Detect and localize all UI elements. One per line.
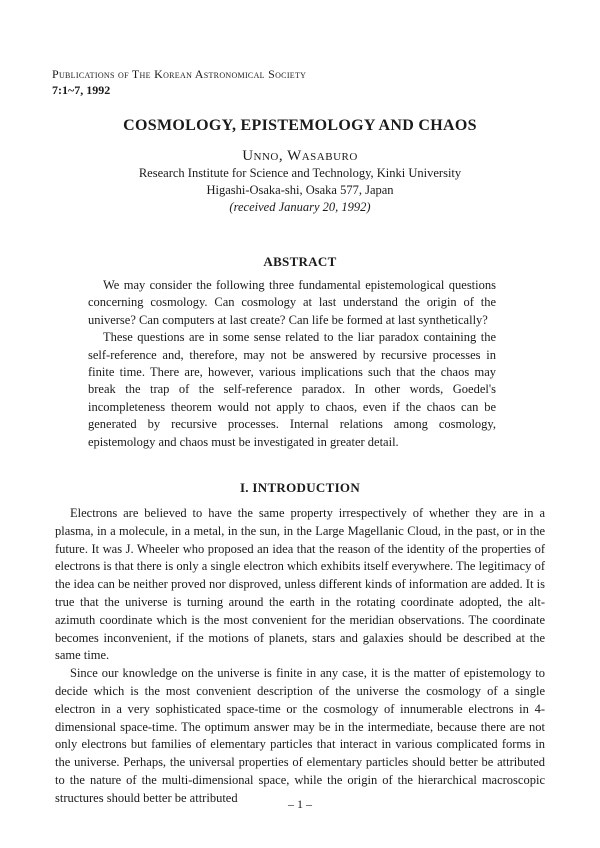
affiliation — [0, 165, 600, 216]
journal-citation: 7:1~7, 1992 — [52, 83, 111, 97]
abstract-paragraph: These questions are in some sense related to the liar paradox containing the self-reference and, therefore, may not be answered by recursive processes in finite time. There are, however, various implications such that the chaos may break the trap of the self-reference paradox. In other words, Goedel's incompleteness theorem would not apply to chaos, even if the chaos can be generated by recursive processes. Internal relations among cosmology, epistemology and chaos must be investigated in greater detail. — [88, 330, 496, 449]
introduction-paragraph: Since our knowledge on the universe is finite in any case, it is the matter of epistemology to decide which is the most convenient description of the universe the cosmology of a single electron in a very sophisticated space-time or the cosmology of innumerable electrons in 4-dimensional space-time. The optimum answer may be in the intermediate, because there are not only electrons but families of elementary particles that interact in various complicated forms in the universe. Perhaps, the universal properties of elementary particles should better be attributed to the nature of the multi-dimensional space, while the origin of the hierarchical macroscopic structures should better be attributed — [55, 666, 545, 805]
journal-header — [52, 66, 306, 98]
page-number: – 1 – — [288, 797, 312, 811]
affiliation-institute: Research Institute for Science and Technology, Kinki University — [138, 166, 462, 180]
paper-title: COSMOLOGY, EPISTEMOLOGY AND CHAOS — [123, 117, 477, 134]
introduction-paragraph: Electrons are believed to have the same property irrespectively of whether they are in a plasma, in a molecule, in a metal, in the sun, in the Large Magellanic Cloud, in the past, or in the future. It was J. Wheeler who proposed an idea that the reason of the identity of the properties of electrons is that there is only a single electron which exhibits itself everywhere. The legitimacy of the idea can be neither proved nor disproved, unless different kinds of information are added. It is true that the universe is turning around the earth in the rotating coordinate adopted, the alt-azimuth coordinate which is the most convenient for the meridian observations. The coordinate becomes inconvenient, if the motions of planets, stars and galaxies should be described at the same time. — [55, 506, 545, 663]
author-name: Unno, Wasaburo — [242, 148, 358, 164]
journal-name: Publications of The Korean Astronomical Society — [52, 67, 307, 81]
introduction-heading: I. INTRODUCTION — [239, 480, 361, 495]
affiliation-address: Higashi-Osaka-shi, Osaka 577, Japan — [206, 183, 394, 197]
abstract-body — [88, 277, 496, 451]
received-date: (received January 20, 1992) — [229, 200, 371, 214]
abstract-heading: ABSTRACT — [263, 254, 337, 269]
abstract-paragraph: We may consider the following three fundamental epistemological questions concerning cosmology. Can cosmology at last understand the origin of the universe? Can computers at last create? Can life be formed at last synthetically? — [88, 278, 496, 327]
introduction-body — [55, 505, 545, 808]
